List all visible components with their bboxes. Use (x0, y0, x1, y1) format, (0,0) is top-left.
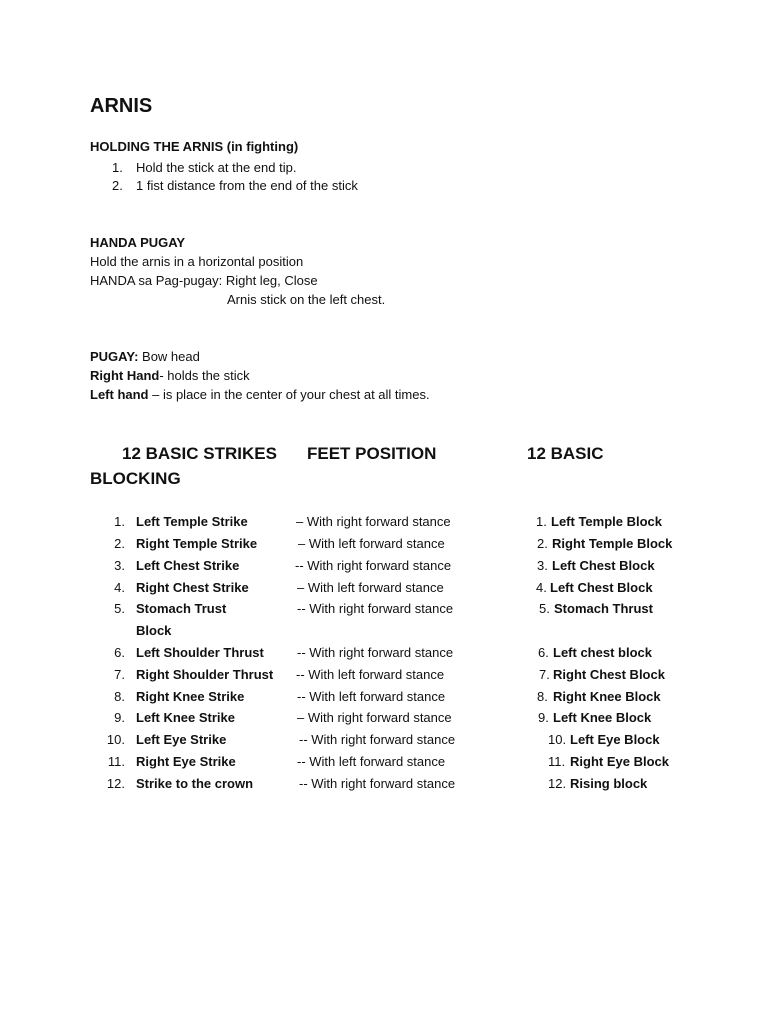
holding-item-2-number: 2. (112, 178, 123, 193)
strike-number: 4. (114, 580, 125, 595)
blocking-header-part-2: BLOCKING (90, 469, 181, 488)
strike-name: Block (136, 623, 172, 638)
feet-position: -- With right forward stance (299, 776, 456, 791)
block-number: 9. (538, 710, 549, 725)
block-name: Right Temple Block (552, 536, 673, 551)
block-name: Left Knee Block (553, 710, 652, 725)
handa-line-2: HANDA sa Pag-pugay: Right leg, Close (90, 273, 318, 288)
pugay-text: Bow head (138, 349, 200, 364)
block-number: 7. (539, 667, 550, 682)
block-number: 6. (538, 645, 549, 660)
pugay-line (90, 349, 200, 364)
strike-number: 7. (114, 667, 125, 682)
handa-line-1: Hold the arnis in a horizontal position (90, 254, 304, 269)
holding-item-2-text: 1 fist distance from the end of the stick (136, 178, 358, 193)
feet-position: -- With right forward stance (299, 732, 456, 747)
strike-number: 3. (114, 558, 125, 573)
block-name: Left Chest Block (550, 580, 653, 595)
block-number: 5. (539, 601, 550, 616)
block-number: 11. (548, 754, 566, 769)
block-number: 1. (536, 514, 547, 529)
right-hand-line (90, 368, 250, 383)
page-title: ARNIS (90, 95, 153, 117)
strike-number: 9. (114, 710, 125, 725)
block-name: Left Eye Block (570, 732, 660, 747)
block-name: Right Eye Block (570, 754, 669, 769)
strikes-header: 12 BASIC STRIKES (122, 444, 277, 463)
strike-number: 5. (114, 601, 125, 616)
strike-name: Right Temple Strike (136, 536, 258, 551)
strike-name: Right Chest Strike (136, 580, 249, 595)
strike-name: Right Knee Strike (136, 689, 245, 704)
block-number: 10. (548, 732, 567, 747)
left-hand-label: Left hand (90, 387, 149, 402)
strike-name: Right Shoulder Thrust (136, 667, 274, 682)
strike-number: 12. (106, 776, 125, 791)
holding-heading: HOLDING THE ARNIS (in fighting) (90, 139, 299, 154)
block-name: Right Knee Block (553, 689, 661, 704)
block-number: 12. (548, 776, 567, 791)
strike-name: Left Temple Strike (136, 514, 248, 529)
block-name: Rising block (570, 776, 648, 791)
strike-name: Right Eye Strike (136, 754, 236, 769)
handa-heading: HANDA PUGAY (90, 235, 186, 250)
holding-item-1-number: 1. (112, 160, 123, 175)
right-hand-label: Right Hand (90, 368, 160, 383)
holding-item-1-text: Hold the stick at the end tip. (136, 160, 297, 175)
feet-position: -- With left forward stance (297, 754, 446, 769)
strike-name: Left Knee Strike (136, 710, 235, 725)
strike-number: 2. (114, 536, 125, 551)
strike-name: Stomach Trust (136, 601, 227, 616)
strike-name: Left Shoulder Thrust (136, 645, 264, 660)
feet-position: -- With left forward stance (296, 667, 445, 682)
handa-line-3: Arnis stick on the left chest. (227, 292, 386, 307)
feet-position: -- With left forward stance (297, 689, 446, 704)
feet-position: -- With right forward stance (297, 601, 454, 616)
blocking-header-part-1: 12 BASIC (527, 444, 604, 463)
block-name: Left Chest Block (552, 558, 655, 573)
left-hand-text: – is place in the center of your chest at all times. (148, 387, 430, 402)
block-number: 2. (537, 536, 548, 551)
strike-number: 1. (114, 514, 125, 529)
left-hand-line (90, 387, 430, 402)
feet-position: – With right forward stance (296, 514, 451, 529)
strike-name: Strike to the crown (136, 776, 254, 791)
block-number: 3. (537, 558, 548, 573)
right-hand-text: - holds the stick (159, 368, 250, 383)
block-name: Stomach Thrust (554, 601, 653, 616)
feet-position: -- With right forward stance (297, 645, 454, 660)
block-number: 4. (536, 580, 547, 595)
strike-name: Left Eye Strike (136, 732, 227, 747)
strike-name: Left Chest Strike (136, 558, 240, 573)
feet-position: – With right forward stance (297, 710, 452, 725)
feet-position: – With left forward stance (297, 580, 444, 595)
block-name: Left Temple Block (551, 514, 663, 529)
strike-number: 8. (114, 689, 125, 704)
feet-position: – With left forward stance (298, 536, 445, 551)
block-name: Left chest block (553, 645, 652, 660)
strike-number: 10. (106, 732, 125, 747)
strike-number: 11. (107, 754, 125, 769)
feet-header: FEET POSITION (307, 444, 437, 463)
pugay-label: PUGAY: (90, 349, 139, 364)
strike-number: 6. (114, 645, 125, 660)
block-name: Right Chest Block (553, 667, 665, 682)
block-number: 8. (537, 689, 548, 704)
feet-position: -- With right forward stance (295, 558, 452, 573)
